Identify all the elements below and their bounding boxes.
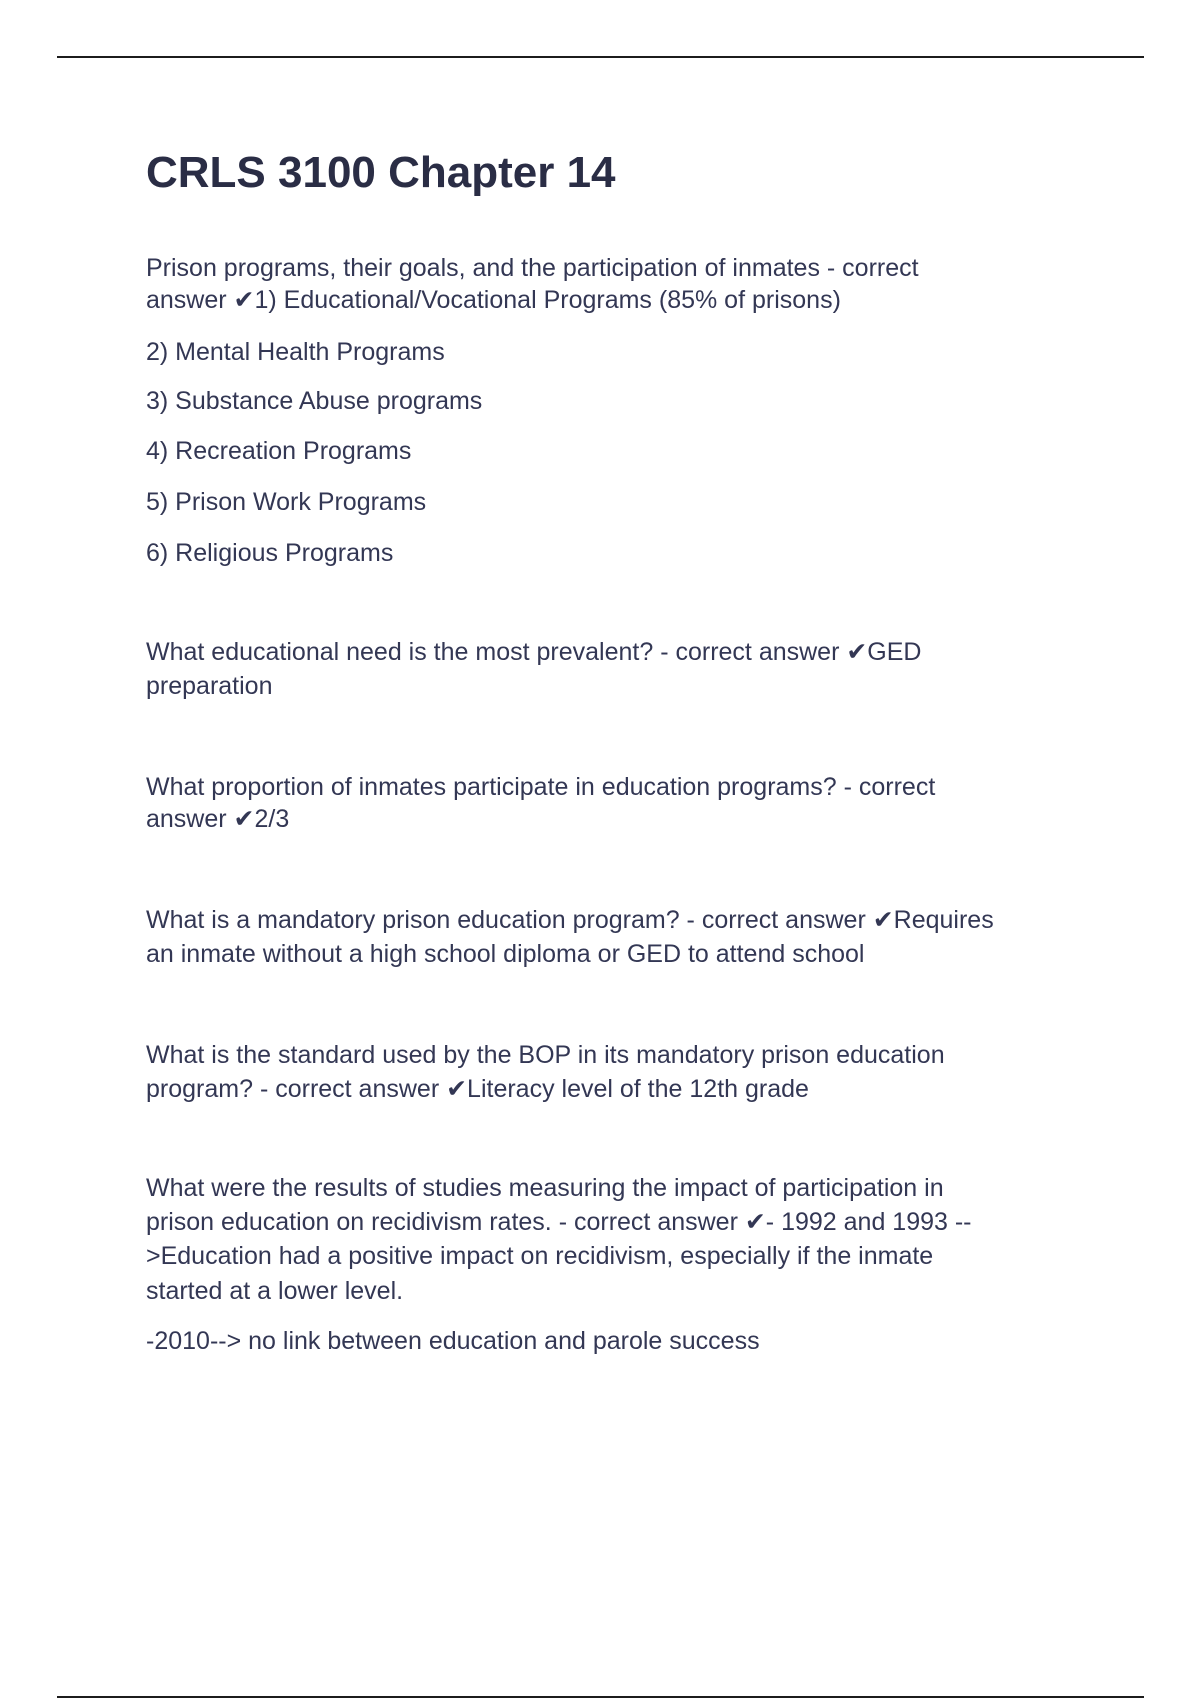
q6-line-4: started at a lower level. xyxy=(146,1277,404,1305)
q6-line-2: prison education on recidivism rates. - correct answer ✔- 1992 and 1993 -- xyxy=(146,1208,972,1236)
q6-line-3: >Education had a positive impact on recidivism, especially if the inmate xyxy=(146,1242,934,1270)
top-rule xyxy=(57,56,1144,58)
q1-line-1: Prison programs, their goals, and the participation of inmates - correct xyxy=(146,254,919,282)
q5-line-1: What is the standard used by the BOP in its mandatory prison education xyxy=(146,1041,945,1069)
q6-line-5: -2010--> no link between education and parole success xyxy=(146,1327,760,1355)
q1-item-5: 5) Prison Work Programs xyxy=(146,488,427,516)
q1-item-6: 6) Religious Programs xyxy=(146,539,394,567)
document-title: CRLS 3100 Chapter 14 xyxy=(146,148,616,197)
bottom-rule xyxy=(57,1696,1144,1698)
q1-item-4: 4) Recreation Programs xyxy=(146,437,412,465)
q1-item-3: 3) Substance Abuse programs xyxy=(146,387,483,415)
q1-line-2: answer ✔1) Educational/Vocational Programs (85% of prisons) xyxy=(146,286,841,314)
q4-line-2: an inmate without a high school diploma or GED to attend school xyxy=(146,940,865,968)
q2-line-2: preparation xyxy=(146,672,273,700)
q4-line-1: What is a mandatory prison education program? - correct answer ✔Requires xyxy=(146,906,994,934)
q2-line-1: What educational need is the most prevalent? - correct answer ✔GED xyxy=(146,638,922,666)
q3-line-1: What proportion of inmates participate in education programs? - correct xyxy=(146,773,936,801)
q1-item-2: 2) Mental Health Programs xyxy=(146,338,445,366)
q5-line-2: program? - correct answer ✔Literacy level of the 12th grade xyxy=(146,1075,809,1103)
q6-line-1: What were the results of studies measuring the impact of participation in xyxy=(146,1174,944,1202)
q3-line-2: answer ✔2/3 xyxy=(146,805,290,833)
